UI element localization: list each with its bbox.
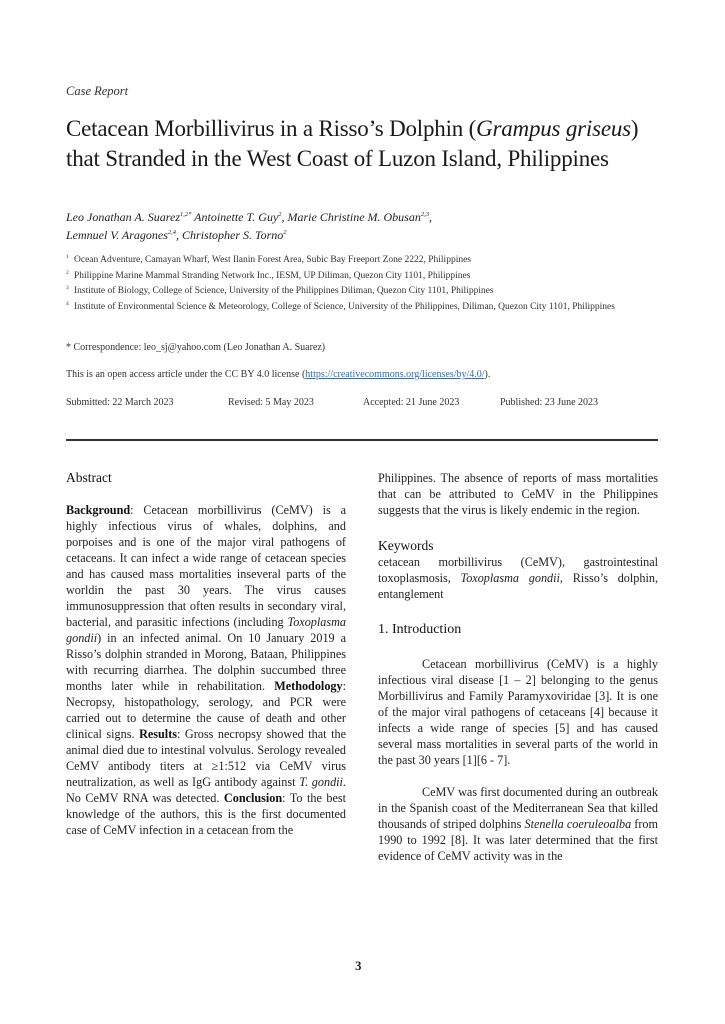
correspondence: * Correspondence: leo_sj@yahoo.com (Leo Jonathan A. Suarez) [66, 342, 326, 353]
introduction-paragraph: Cetacean morbillivirus (CeMV) is a highly infectious viral disease [1 – 2] belonging to the genus Morbillivirus and Family Paramyxoviridae [3]. It is one of the major viral pathogens of cetaceans [4] because it infects a wide range of species [5] and has caused several mass mortalities in several parts of the world in the past 30 years [1][6 - 7]. [378, 657, 658, 767]
left-column [66, 470, 346, 838]
author: Lemnuel V. Aragones$^{2,4}$, [66, 228, 183, 242]
article-type: Case Report [66, 84, 129, 98]
right-column [378, 470, 658, 864]
date-submitted: Submitted: 22 March 2023 [66, 397, 174, 408]
affiliation: $^3$ Institute of Biology, College of Science, University of the Philippines Diliman, Quezon City 1101, Philippines [66, 285, 494, 296]
author: Marie Christine M. Obusan$^{2,3}$, [287, 210, 432, 224]
title-species: Grampus griseus [476, 116, 631, 141]
title-text: Cetacean Morbillivirus in a Risso’s Dolphin ( [66, 116, 477, 141]
author: Leo Jonathan A. Suarez$^{1,2*}$ [66, 210, 192, 224]
affiliation: $^2$ Philippine Marine Mammal Stranding Network Inc., IESM, UP Diliman, Quezon City 1101, Philippines [66, 269, 471, 281]
keywords-text: cetacean morbillivirus (CeMV), gastrointestinal toxoplasmosis, Toxoplasma gondii, Risso’s dolphin, entanglement [378, 555, 658, 601]
abstract-continued: Philippines. The absence of reports of mass mortalities that can be attributed to CeMV in the Philippines suggests that the virus is likely endemic in the region. [378, 471, 658, 517]
affiliation-list [66, 253, 666, 315]
abstract-text: Background: Cetacean morbillivirus (CeMV) is a highly infectious virus of whales, dolphins, and porpoises and is one of the major viral pathogens of cetaceans. It can infect a wide range of cetacean species and has caused mass mortalities inseveral parts of the worldin the past 30 years. The virus causes immunosuppression that often results in secondary viral, bacterial, and parasitic infections (including Toxoplasma gondii) in an infected animal. On 10 January 2019 a Risso’s dolphin stranded in Morong, Bataan, Philippines with recurring diarrhea. The dolphin succumbed three months later while in rehabilitation. Methodology: Necropsy, histopathology, serology, and PCR were carried out to determine the cause of death and other clinical signs. Results: Gross necropsy showed that the animal died due to intestinal volvulus. Serology revealed CeMV antibody titers at ≥1:512 via CeMV virus neutralization, as well as IgG antibody against T. gondii. No CeMV RNA was detected. Conclusion: To the best knowledge of the authors, this is the first documented case of CeMV infection in a cetacean from the [66, 503, 346, 837]
affiliation: $^4$ Institute of Environmental Science & Meteorology, College of Science, University of the Philippines, Diliman, Quezon City 1101, Philippines [66, 300, 615, 312]
author-list [66, 208, 666, 244]
author: Christopher S. Torno$^2$ [182, 228, 287, 242]
license-statement: This is an open access article under the CC BY 4.0 license (https://creativecommons.org/licenses/by/4.0/). [66, 369, 491, 380]
keywords-heading: Keywords [378, 538, 434, 553]
header-divider [66, 439, 658, 441]
abstract-heading: Abstract [66, 470, 112, 485]
date-published: Published: 23 June 2023 [500, 397, 599, 408]
date-revised: Revised: 5 May 2023 [228, 397, 314, 408]
paper-title [66, 114, 666, 174]
affiliation: $^1$ Ocean Adventure, Camayan Wharf, West Ilanin Forest Area, Subic Bay Freeport Zone 2222, Philippines [66, 254, 472, 265]
license-link[interactable]: https://creativecommons.org/licenses/by/4.0/ [305, 369, 485, 380]
author: Antoinette T. Guy$^2$, [194, 210, 288, 224]
introduction-heading: 1. Introduction [378, 622, 462, 637]
page-number: 3 [355, 958, 362, 973]
date-accepted: Accepted: 21 June 2023 [363, 397, 460, 408]
title-text-end: ) that Stranded in the West Coast of Luzon Island, Philippines [66, 116, 639, 171]
introduction-paragraph: CeMV was first documented during an outbreak in the Spanish coast of the Mediterranean Sea that killed thousands of striped dolphins Stenella coeruleoalba from 1990 to 1992 [8]. It was later determined that the first evidence of CeMV activity was in the [378, 785, 658, 863]
